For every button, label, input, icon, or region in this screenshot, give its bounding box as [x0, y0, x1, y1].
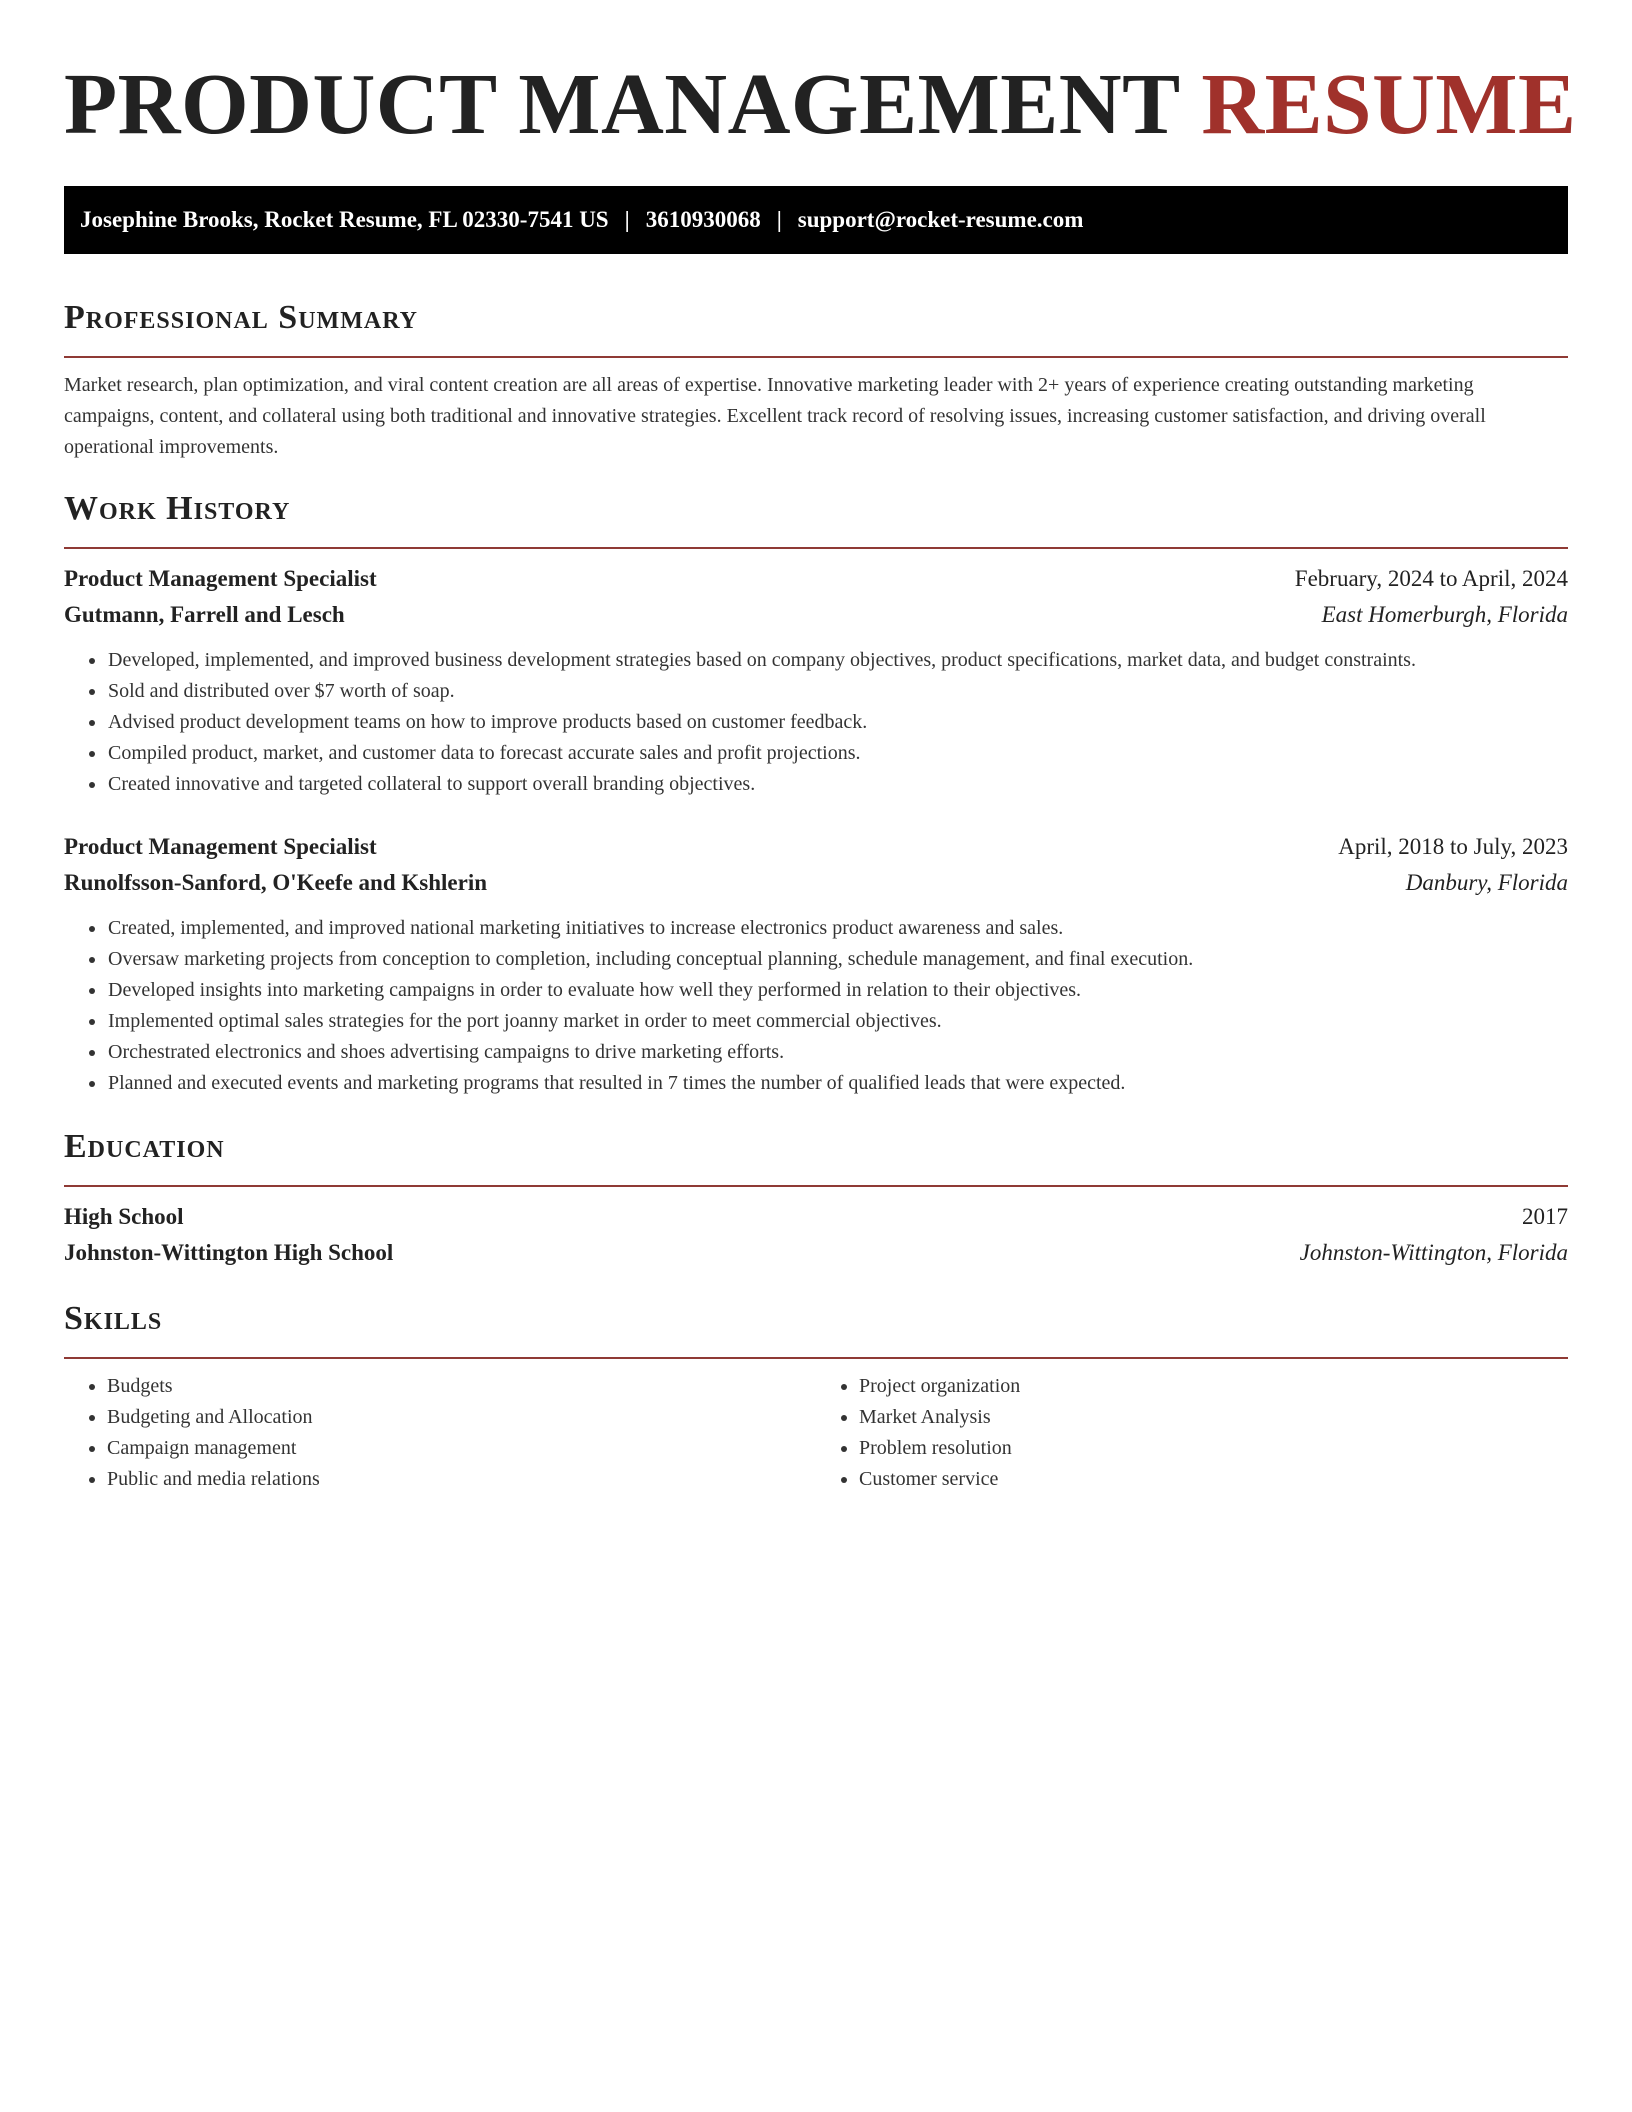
job-header-row: [64, 829, 1568, 865]
skill-item: • Budgeting and Allocation: [107, 1402, 816, 1433]
job-bullets: [64, 913, 1568, 1099]
skill-item: • Campaign management: [107, 1433, 816, 1464]
skill-item: • Public and media relations: [107, 1464, 816, 1495]
list-item: • Compiled product, market, and customer data to forecast accurate sales and profit projections.: [107, 738, 1568, 769]
job-location: East Homerburgh, Florida: [1321, 602, 1568, 627]
skill-item: • Market Analysis: [859, 1402, 1568, 1433]
section-divider: [64, 1357, 1568, 1359]
contact-separator: |: [776, 207, 782, 232]
summary-text: Market research, plan optimization, and viral content creation are all areas of expertise. Innovative marketing leader with 2+ years of experience creating outstanding marketing campaigns, content, and collateral using both traditional and innovative strategies. Excellent track record of resolving issues, increasing customer satisfaction, and driving overall operational improvements.: [64, 374, 1486, 458]
work-history-heading: Work History: [64, 490, 291, 527]
title-main: PRODUCT MANAGEMENT: [64, 55, 1180, 152]
contact-phone[interactable]: 3610930068: [645, 207, 761, 232]
list-item: • Oversaw marketing projects from conception to completion, including conceptual planning, schedule management, and final execution.: [107, 944, 1568, 975]
job-company-row: [64, 597, 1568, 633]
education-school-row: [64, 1235, 1568, 1271]
list-item: • Created innovative and targeted collateral to support overall branding objectives.: [107, 769, 1568, 800]
job-dates: February, 2024 to April, 2024: [1294, 566, 1568, 591]
job-header-row: [64, 561, 1568, 597]
contact-bar: [64, 186, 1568, 254]
job-entry: [64, 561, 1568, 800]
list-item: • Developed insights into marketing campaigns in order to evaluate how well they performed in relation to their objectives.: [107, 975, 1568, 1006]
summary-section: [64, 296, 1568, 463]
resume-title: [64, 55, 1577, 152]
job-dates: April, 2018 to July, 2023: [1338, 834, 1568, 859]
section-divider: [64, 356, 1568, 358]
job-bullets: [64, 645, 1568, 800]
section-divider: [64, 1185, 1568, 1187]
education-year: 2017: [1522, 1204, 1568, 1229]
contact-address: Josephine Brooks, Rocket Resume, FL 02330-7541 US: [80, 207, 609, 232]
skill-item: • Project organization: [859, 1371, 1568, 1402]
work-history-section: [64, 487, 1568, 1099]
list-item: • Sold and distributed over $7 worth of soap.: [107, 676, 1568, 707]
education-heading: Education: [64, 1128, 225, 1165]
list-item: • Orchestrated electronics and shoes advertising campaigns to drive marketing efforts.: [107, 1037, 1568, 1068]
contact-email[interactable]: support@rocket-resume.com: [797, 207, 1084, 232]
contact-separator: |: [624, 207, 630, 232]
summary-heading: Professional Summary: [64, 299, 419, 336]
list-item: • Developed, implemented, and improved business development strategies based on company objectives, product specifications, market data, and budget constraints.: [107, 645, 1568, 676]
education-degree: High School: [64, 1204, 184, 1229]
list-item: • Created, implemented, and improved national marketing initiatives to increase electronics product awareness and sales.: [107, 913, 1568, 944]
job-company-row: [64, 865, 1568, 901]
job-company: Gutmann, Farrell and Lesch: [64, 602, 345, 627]
job-entry: [64, 829, 1568, 1099]
skill-item: • Problem resolution: [859, 1433, 1568, 1464]
skills-heading: Skills: [64, 1300, 163, 1337]
education-location: Johnston-Wittington, Florida: [1299, 1240, 1568, 1265]
job-title: Product Management Specialist: [64, 834, 377, 859]
list-item: • Implemented optimal sales strategies for the port joanny market in order to meet commercial objectives.: [107, 1006, 1568, 1037]
title-accent: RESUME: [1201, 55, 1577, 152]
education-school: Johnston-Wittington High School: [64, 1240, 394, 1265]
skills-column-left: [64, 1371, 816, 1495]
list-item: • Planned and executed events and marketing programs that resulted in 7 times the number of qualified leads that were expected.: [107, 1068, 1568, 1099]
education-section: [64, 1125, 1568, 1271]
job-location: Danbury, Florida: [1405, 870, 1568, 895]
section-divider: [64, 547, 1568, 549]
skills-list: [64, 1371, 1568, 1495]
skills-section: [64, 1297, 1568, 1495]
job-company: Runolfsson-Sanford, O'Keefe and Kshlerin: [64, 870, 487, 895]
skill-item: • Customer service: [859, 1464, 1568, 1495]
job-title: Product Management Specialist: [64, 566, 377, 591]
education-header-row: [64, 1199, 1568, 1235]
skills-column-right: [816, 1371, 1568, 1495]
list-item: • Advised product development teams on how to improve products based on customer feedback.: [107, 707, 1568, 738]
skill-item: • Budgets: [107, 1371, 816, 1402]
